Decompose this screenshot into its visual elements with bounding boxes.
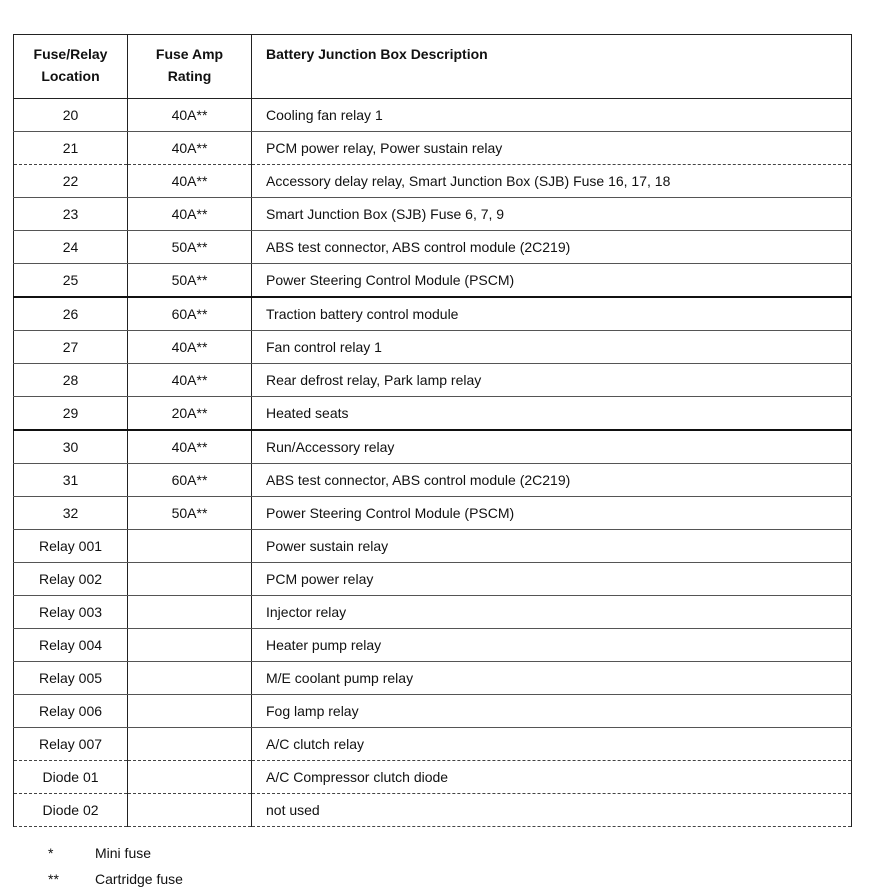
- cell-location: Relay 001: [14, 530, 128, 563]
- cell-amp-rating: [128, 662, 252, 695]
- cell-location: 21: [14, 132, 128, 165]
- cell-amp-rating: 50A**: [128, 497, 252, 530]
- cell-description: M/E coolant pump relay: [252, 662, 852, 695]
- table-row: [14, 264, 852, 298]
- table-body: [14, 99, 852, 827]
- cell-description: PCM power relay, Power sustain relay: [252, 132, 852, 165]
- table-row: [14, 231, 852, 264]
- cell-location: Relay 007: [14, 728, 128, 761]
- header-location-line1: Fuse/Relay: [33, 46, 108, 62]
- cell-location: Relay 002: [14, 563, 128, 596]
- cell-amp-rating: 50A**: [128, 231, 252, 264]
- header-amp-rating: [128, 35, 252, 99]
- table-row: [14, 99, 852, 132]
- cell-location: Relay 003: [14, 596, 128, 629]
- cell-description: Accessory delay relay, Smart Junction Box (SJB) Fuse 16, 17, 18: [252, 165, 852, 198]
- table-row: [14, 497, 852, 530]
- header-amp-line1: Fuse Amp: [155, 46, 224, 62]
- table-row: [14, 662, 852, 695]
- legend: [40, 840, 183, 892]
- cell-description: ABS test connector, ABS control module (2C219): [252, 464, 852, 497]
- cell-description: Fog lamp relay: [252, 695, 852, 728]
- legend-text: Cartridge fuse: [95, 871, 183, 887]
- cell-location: 23: [14, 198, 128, 231]
- cell-amp-rating: [128, 728, 252, 761]
- cell-description: Run/Accessory relay: [252, 430, 852, 464]
- cell-description: ABS test connector, ABS control module (2C219): [252, 231, 852, 264]
- table-row: [14, 464, 852, 497]
- cell-location: 31: [14, 464, 128, 497]
- cell-description: Power Steering Control Module (PSCM): [252, 497, 852, 530]
- cell-amp-rating: [128, 530, 252, 563]
- cell-description: A/C Compressor clutch diode: [252, 761, 852, 794]
- cell-location: 27: [14, 331, 128, 364]
- header-location-line2: Location: [41, 68, 100, 84]
- legend-symbol: *: [48, 845, 54, 861]
- cell-location: Diode 02: [14, 794, 128, 827]
- cell-amp-rating: 40A**: [128, 132, 252, 165]
- cell-amp-rating: 60A**: [128, 464, 252, 497]
- legend-symbol: **: [48, 871, 59, 887]
- cell-amp-rating: 40A**: [128, 99, 252, 132]
- cell-location: 30: [14, 430, 128, 464]
- cell-description: A/C clutch relay: [252, 728, 852, 761]
- cell-location: Diode 01: [14, 761, 128, 794]
- cell-amp-rating: [128, 596, 252, 629]
- cell-description: Power sustain relay: [252, 530, 852, 563]
- table-row: [14, 530, 852, 563]
- header-amp-line2: Rating: [167, 68, 212, 84]
- cell-location: Relay 006: [14, 695, 128, 728]
- cell-location: 25: [14, 264, 128, 298]
- fuse-relay-table: [13, 34, 852, 827]
- cell-amp-rating: [128, 629, 252, 662]
- table-row: [14, 629, 852, 662]
- table-row: [14, 397, 852, 431]
- legend-item: [40, 840, 183, 866]
- cell-description: not used: [252, 794, 852, 827]
- cell-location: 26: [14, 297, 128, 331]
- cell-description: Fan control relay 1: [252, 331, 852, 364]
- table-row: [14, 430, 852, 464]
- cell-amp-rating: 40A**: [128, 165, 252, 198]
- cell-amp-rating: 60A**: [128, 297, 252, 331]
- cell-location: Relay 005: [14, 662, 128, 695]
- header-location: [14, 35, 128, 99]
- table-row: [14, 198, 852, 231]
- table-row: [14, 297, 852, 331]
- cell-location: 20: [14, 99, 128, 132]
- cell-location: 24: [14, 231, 128, 264]
- cell-location: Relay 004: [14, 629, 128, 662]
- cell-amp-rating: 50A**: [128, 264, 252, 298]
- header-description: Battery Junction Box Description: [252, 35, 852, 99]
- cell-description: Traction battery control module: [252, 297, 852, 331]
- cell-amp-rating: 40A**: [128, 198, 252, 231]
- cell-description: PCM power relay: [252, 563, 852, 596]
- table-row: [14, 132, 852, 165]
- table-row: [14, 165, 852, 198]
- table-row: [14, 331, 852, 364]
- cell-description: Heated seats: [252, 397, 852, 431]
- table-row: [14, 728, 852, 761]
- cell-description: Cooling fan relay 1: [252, 99, 852, 132]
- table-row: [14, 695, 852, 728]
- table-header-row: [14, 35, 852, 99]
- cell-amp-rating: 40A**: [128, 331, 252, 364]
- cell-location: 29: [14, 397, 128, 431]
- cell-amp-rating: 40A**: [128, 430, 252, 464]
- cell-description: Heater pump relay: [252, 629, 852, 662]
- cell-description: Injector relay: [252, 596, 852, 629]
- table-row: [14, 563, 852, 596]
- legend-text: Mini fuse: [95, 845, 152, 861]
- cell-amp-rating: 20A**: [128, 397, 252, 431]
- cell-amp-rating: [128, 761, 252, 794]
- cell-description: Power Steering Control Module (PSCM): [252, 264, 852, 298]
- cell-amp-rating: [128, 695, 252, 728]
- table-row: [14, 596, 852, 629]
- cell-description: Rear defrost relay, Park lamp relay: [252, 364, 852, 397]
- cell-amp-rating: [128, 794, 252, 827]
- cell-amp-rating: [128, 563, 252, 596]
- table-row: [14, 364, 852, 397]
- cell-location: 22: [14, 165, 128, 198]
- table-row: [14, 794, 852, 827]
- legend-item: [40, 866, 183, 892]
- cell-location: 32: [14, 497, 128, 530]
- cell-description: Smart Junction Box (SJB) Fuse 6, 7, 9: [252, 198, 852, 231]
- table-row: [14, 761, 852, 794]
- cell-location: 28: [14, 364, 128, 397]
- cell-amp-rating: 40A**: [128, 364, 252, 397]
